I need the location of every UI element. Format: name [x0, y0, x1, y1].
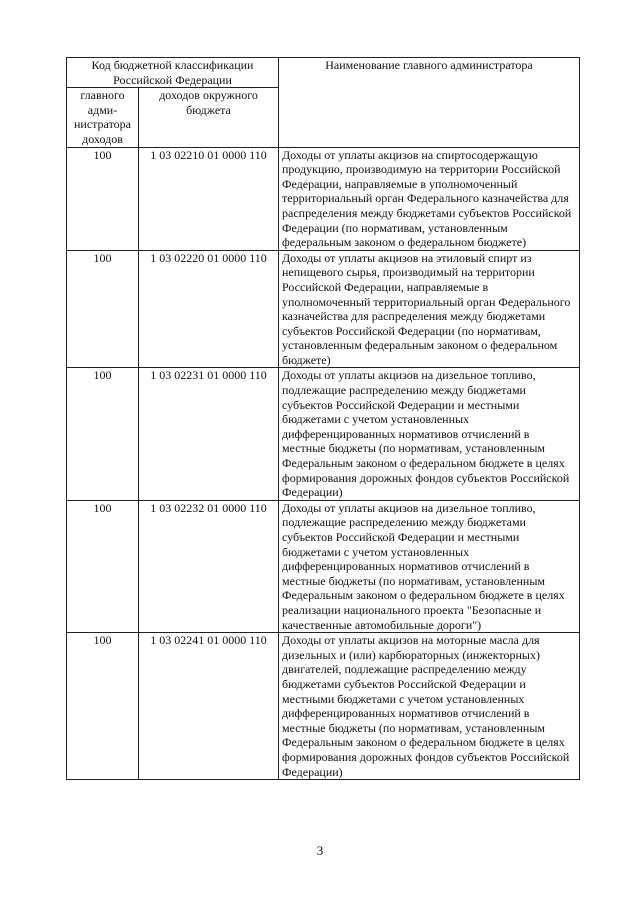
revenue-code-cell: 1 03 02210 01 0000 110 — [139, 147, 279, 250]
table-row — [67, 368, 580, 500]
admin-code-cell: 100 — [67, 250, 139, 368]
code-group-header: Код бюджетной классификации Российской Федерации — [67, 58, 279, 88]
admin-name-cell: Доходы от уплаты акцизов на спиртосодержащую продукцию, производимую на территории Российской Федерации, направляемые в уполномоченный территориальный орган Федерального казначейства для распределения между бюджетами субъектов Российской Федерации (по нормативам, установленным федеральным законом о федеральном бюджете) — [279, 147, 580, 250]
admin-code-header: главного адми-нистратора доходов — [67, 88, 139, 147]
revenue-code-cell: 1 03 02220 01 0000 110 — [139, 250, 279, 368]
table-row — [67, 250, 580, 368]
admin-code-cell: 100 — [67, 368, 139, 500]
budget-classification-table — [66, 57, 580, 780]
revenue-code-cell: 1 03 02232 01 0000 110 — [139, 500, 279, 632]
admin-name-cell: Доходы от уплаты акцизов на этиловый спирт из непищевого сырья, производимый на территории Российской Федерации, направляемые в уполномоченный территориальный орган Федерального казначейства для распределения между бюджетами субъектов Российской Федерации (по нормативам, установленным федеральным законом о федеральном бюджете) — [279, 250, 580, 368]
admin-name-cell: Доходы от уплаты акцизов на дизельное топливо, подлежащие распределению между бюджетами субъектов Российской Федерации и местными бюджетами с учетом установленных дифференцированных нормативов отчислений в местные бюджеты (по нормативам, установленным Федеральным законом о федеральном бюджете в целях формирования дорожных фондов субъектов Российской Федерации) — [279, 368, 580, 500]
table-row — [67, 147, 580, 250]
admin-code-cell: 100 — [67, 147, 139, 250]
admin-name-cell: Доходы от уплаты акцизов на дизельное топливо, подлежащие распределению между бюджетами субъектов Российской Федерации и местными бюджетами с учетом установленных дифференцированных нормативов отчислений в местные бюджеты (по нормативам, установленным Федеральным законом о федеральном бюджете в целях реализации национального проекта "Безопасные и качественные автомобильные дороги") — [279, 500, 580, 632]
table-row — [67, 500, 580, 632]
revenue-code-cell: 1 03 02231 01 0000 110 — [139, 368, 279, 500]
revenue-code-cell: 1 03 02241 01 0000 110 — [139, 633, 279, 780]
admin-code-cell: 100 — [67, 633, 139, 780]
header-row-1 — [67, 58, 580, 88]
admin-code-cell: 100 — [67, 500, 139, 632]
revenue-code-header: доходов окружного бюджета — [139, 88, 279, 147]
admin-name-cell: Доходы от уплаты акцизов на моторные масла для дизельных и (или) карбюраторных (инжекторных) двигателей, подлежащие распределению между бюджетами субъектов Российской Федерации и местными бюджетами с учетом установленных дифференцированных нормативов отчислений в местные бюджеты (по нормативам, установленным Федеральным законом о федеральном бюджете в целях формирования дорожных фондов субъектов Российской Федерации) — [279, 633, 580, 780]
table-row — [67, 633, 580, 780]
page-number: 3 — [316, 843, 324, 858]
admin-name-header: Наименование главного администратора — [279, 58, 580, 148]
